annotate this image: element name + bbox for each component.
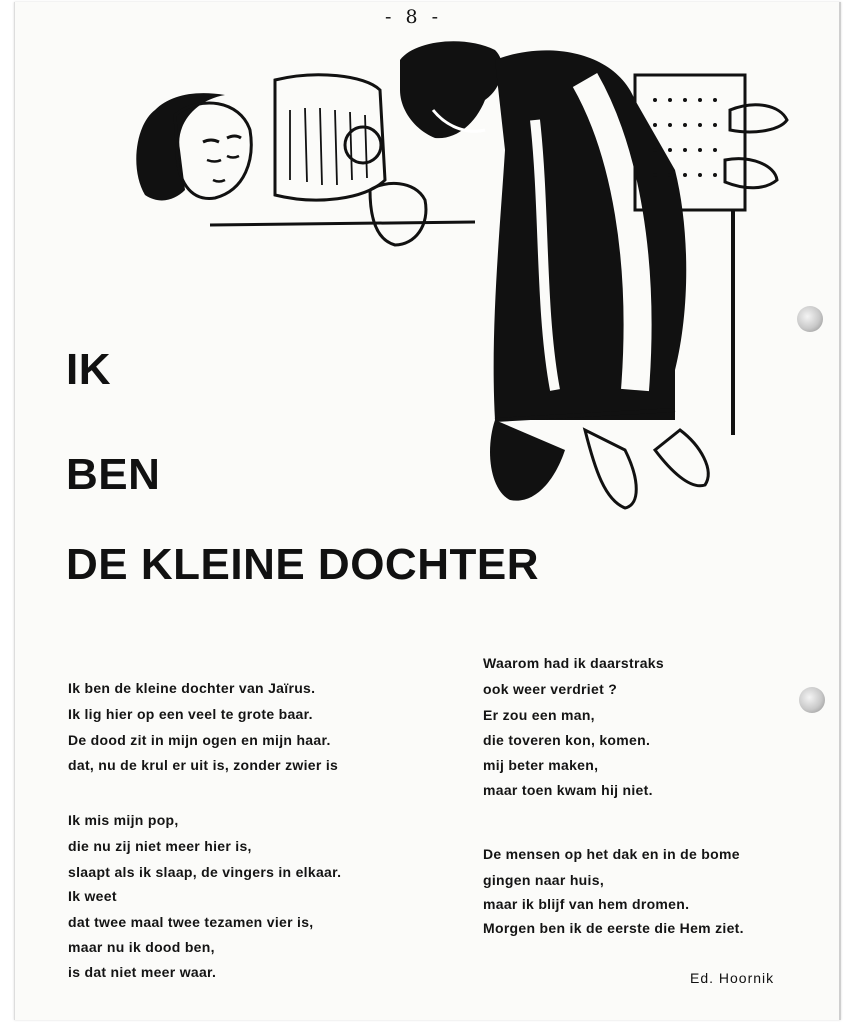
poem-line: gingen naar huis,: [483, 872, 605, 888]
poem-line: Ik ben de kleine dochter van Jaïrus.: [68, 680, 316, 696]
poem-line: mij beter maken,: [483, 757, 599, 773]
poem-line: dat twee maal twee tezamen vier is,: [68, 914, 314, 930]
poem-line: Ik mis mijn pop,: [68, 812, 179, 828]
poem-line: Waarom had ik daarstraks: [483, 655, 664, 671]
poem-line: De mensen op het dak en in de bome: [483, 846, 740, 862]
poem-line: Ik lig hier op een veel te grote baar.: [68, 706, 313, 722]
poem-line: Morgen ben ik de eerste die Hem ziet.: [483, 920, 744, 936]
poem-line: die toveren kon, komen.: [483, 732, 651, 748]
poem-line: Er zou een man,: [483, 707, 595, 723]
poem-line: De dood zit in mijn ogen en mijn haar.: [68, 732, 331, 748]
page-number: - 8 -: [385, 6, 443, 28]
poem-line: maar ik blijf van hem dromen.: [483, 896, 690, 912]
poem-line: maar nu ik dood ben,: [68, 939, 215, 955]
poem-line: slaapt als ik slaap, de vingers in elkaar.: [68, 864, 342, 880]
title-line-3: DE KLEINE DOCHTER: [66, 540, 539, 589]
title-line-2: BEN: [66, 450, 161, 499]
title-line-1: IK: [66, 345, 111, 394]
punch-hole-icon: [799, 687, 825, 713]
poem-line: ook weer verdriet ?: [483, 681, 618, 697]
poem-line: die nu zij niet meer hier is,: [68, 838, 252, 854]
poem-line: maar toen kwam hij niet.: [483, 782, 653, 798]
mother-and-child-illustration: [115, 30, 795, 520]
poem-line: Ik weet: [68, 888, 117, 904]
poem-line: dat, nu de krul er uit is, zonder zwier is: [68, 757, 339, 773]
poem-line: is dat niet meer waar.: [68, 964, 217, 980]
author-credit: Ed. Hoornik: [690, 970, 775, 986]
punch-hole-icon: [797, 306, 823, 332]
